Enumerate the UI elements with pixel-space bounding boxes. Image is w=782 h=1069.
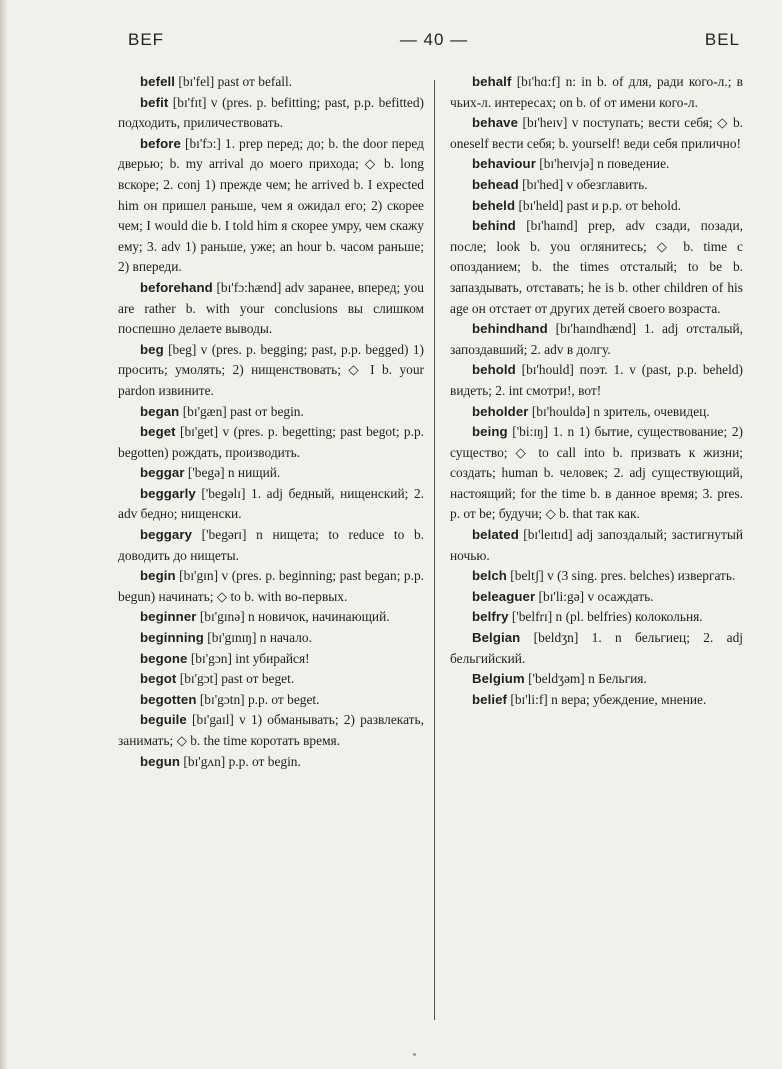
dictionary-entry <box>450 175 743 196</box>
dictionary-entry <box>118 402 424 423</box>
dictionary-entry <box>450 72 743 113</box>
right-column <box>450 72 743 710</box>
entry-definition: [bɪ'fɪt] v (pres. p. befitting; past, p.p. befitted) подходить, приличествовать. <box>118 94 424 131</box>
dictionary-entry <box>118 628 424 649</box>
entry-definition: [bɪ'held] past и p.p. от behold. <box>515 197 681 213</box>
entry-headword: beheld <box>472 197 516 213</box>
guide-word-right: BEL <box>704 30 740 49</box>
entry-definition: [bɪ'gʌn] p.p. от begin. <box>180 753 301 769</box>
entry-headword: behindhand <box>472 321 548 337</box>
entry-headword: beginner <box>140 609 197 625</box>
entry-definition: [bɪ'haɪnd] prep, adv сзади, позади, после; look b. you оглянитесь; ◇ b. time с опозданием; b. the times отсталый; to be b. запаздывать, отставать; he is b. other children of his age он отстает от других детей своего возраста. <box>450 218 743 316</box>
dictionary-entry <box>450 422 743 525</box>
entry-headword: begin <box>140 568 176 584</box>
entry-definition: [bɪ'haɪndhænd] 1. adj отсталый, запоздавший; 2. adv в долгу. <box>450 321 743 357</box>
entry-headword: belief <box>472 691 508 707</box>
entry-headword: beforehand <box>140 279 213 295</box>
dictionary-entry <box>118 72 424 93</box>
entry-definition: ['bi:ɪŋ] 1. n 1) бытие, существование; 2) существо; ◇ to call into b. призвать к жизни; создать; human b. человек; 2. adj существующий, настоящий; for the time b. в данное время; 3. pres. p. от be; будучи; ◇ b. that так как. <box>450 424 743 522</box>
entry-headword: belfry <box>472 609 509 625</box>
entry-headword: Belgian <box>472 630 521 646</box>
entry-headword: began <box>140 403 180 419</box>
dictionary-entry <box>118 607 424 628</box>
entry-definition: [bɪ'gaɪl] v 1) обманывать; 2) развлекать, занимать; ◇ b. the time коротать время. <box>118 712 424 748</box>
entry-definition: [bɪ'get] v (pres. p. begetting; past begot; p.p. begotten) рождать, производить. <box>118 424 424 460</box>
entry-definition: [bɪ'fɔ:hænd] adv заранее, вперед; you are rather b. with your conclusions вы слишком поспешно делаете выводы. <box>118 279 424 337</box>
left-column <box>118 72 424 772</box>
entry-definition: [bɪ'gæn] past от begin. <box>179 403 304 419</box>
entry-definition: ['begərɪ] n нищета; to reduce to b. доводить до нищеты. <box>118 527 424 563</box>
entry-definition: [bɪ'li:gə] v осаждать. <box>535 588 654 604</box>
dictionary-entry <box>450 607 743 628</box>
dictionary-entry <box>450 690 743 711</box>
page-number: — 40 — <box>399 30 469 49</box>
entry-headword: belch <box>472 568 507 584</box>
dictionary-entry <box>118 278 424 340</box>
entry-headword: behold <box>472 362 516 378</box>
entry-headword: befell <box>140 74 176 89</box>
dictionary-entry <box>450 196 743 217</box>
entry-headword: beggary <box>140 527 193 543</box>
column-divider <box>434 80 435 1020</box>
dictionary-entry <box>118 340 424 402</box>
entry-headword: behalf <box>472 74 512 89</box>
entry-headword: beleaguer <box>472 588 536 604</box>
dictionary-entry <box>450 216 743 319</box>
dictionary-entry <box>118 710 424 751</box>
entry-definition: [bɪ'gɔt] past от beget. <box>176 671 295 687</box>
entry-headword: beggarly <box>140 485 196 501</box>
dictionary-entry <box>450 360 743 401</box>
entry-definition: [bɪ'gɪnɪŋ] n начало. <box>203 630 312 646</box>
page-spine-shadow <box>0 0 8 1069</box>
entry-headword: beget <box>140 424 176 440</box>
dictionary-entry <box>118 463 424 484</box>
entry-definition: [bɪ'heɪvjə] n поведение. <box>535 156 670 172</box>
entry-definition: [bɪ'hould] поэт. 1. v (past, p.p. beheld) видеть; 2. int смотри!, вот! <box>450 362 743 398</box>
dictionary-entry <box>450 628 743 669</box>
dictionary-entry <box>118 484 424 525</box>
entry-definition: [bɪ'hɑ:f] n: in b. of для, ради кого-л.; в чьих-л. интересах; on b. of от имени кого-л. <box>450 74 743 110</box>
entry-definition: [beltʃ] v (3 sing. pres. belches) извергать. <box>506 568 736 584</box>
dictionary-entry <box>118 525 424 566</box>
entry-definition: [bɪ'gɔn] int убирайся! <box>187 650 310 666</box>
dictionary-entry <box>118 566 424 607</box>
entry-definition: ['belfrɪ] n (pl. belfries) колокольня. <box>508 609 703 625</box>
entry-definition: [beldʒn] 1. n бельгиец; 2. adj бельгийский. <box>450 630 743 666</box>
entry-definition: [bɪ'leɪtɪd] adj запоздалый; застигнутый ночью. <box>450 527 743 563</box>
dictionary-entry <box>118 649 424 670</box>
entry-definition: [bɪ'fel] past от befall. <box>175 74 293 89</box>
entry-headword: behind <box>472 218 516 234</box>
entry-headword: begone <box>140 650 188 666</box>
entry-definition: [bɪ'heɪv] v поступать; вести себя; ◇ b. oneself вести себя; b. yourself! веди себя прилично! <box>450 115 743 151</box>
dictionary-entry <box>118 93 424 134</box>
entry-definition: [bɪ'gɪn] v (pres. p. beginning; past began; p.p. begun) начинать; ◇ to b. with во-первых. <box>118 568 424 604</box>
entry-headword: beg <box>140 341 164 357</box>
entry-headword: begotten <box>140 691 197 707</box>
entry-definition: ['begəlɪ] 1. adj бедный, нищенский; 2. adv бедно; нищенски. <box>118 485 424 522</box>
dictionary-entry <box>450 525 743 566</box>
entry-headword: beholder <box>472 403 529 419</box>
dictionary-entry <box>118 690 424 711</box>
page-speck <box>413 1053 416 1056</box>
entry-headword: befit <box>140 94 169 110</box>
entry-headword: beginning <box>140 630 204 646</box>
entry-definition: [bɪ'fɔ:] 1. prep перед; до; b. the door перед дверью; b. my arrival до моего прихода; ◇ b. long вскоре; 2. conj 1) прежде чем; he arrived b. I expected him он пришел раньше, чем я ожидал его; 2) скорее чем; I would die b. I told him я скорее умру, чем скажу ему; 3. adv 1) раньше, уже; an hour b. часом раньше; 2) впереди. <box>118 135 424 275</box>
page-header <box>128 30 740 56</box>
entry-definition: [bɪ'li:f] n вера; убеждение, мнение. <box>507 691 707 707</box>
dictionary-entry <box>118 422 424 463</box>
entry-headword: Belgium <box>472 671 525 687</box>
entry-definition: [bɪ'houldə] n зритель, очевидец. <box>528 403 710 419</box>
dictionary-entry <box>450 154 743 175</box>
entry-definition: [bɪ'hed] v обезглавить. <box>518 176 648 192</box>
dictionary-entry <box>118 752 424 773</box>
dictionary-entry <box>450 566 743 587</box>
dictionary-entry <box>450 113 743 154</box>
entry-definition: [beg] v (pres. p. begging; past, p.p. begged) 1) просить; умолять; 2) нищенствовать; ◇ I b. your pardon извините. <box>118 341 424 398</box>
dictionary-entry <box>450 587 743 608</box>
entry-headword: begot <box>140 671 177 687</box>
entry-definition: [bɪ'gɪnə] n новичок, начинающий. <box>196 609 390 625</box>
entry-headword: beggar <box>140 465 185 481</box>
entry-headword: begun <box>140 753 181 769</box>
entry-headword: beguile <box>140 712 187 728</box>
guide-word-left: BEF <box>128 30 165 49</box>
dictionary-entry <box>450 319 743 360</box>
entry-definition: [bɪ'gɔtn] p.p. от beget. <box>196 691 320 707</box>
dictionary-entry <box>450 669 743 690</box>
dictionary-entry <box>118 669 424 690</box>
entry-headword: behaviour <box>472 156 536 172</box>
entry-definition: ['beldʒəm] n Бельгия. <box>524 671 647 687</box>
dictionary-entry <box>118 134 424 278</box>
dictionary-entry <box>450 402 743 423</box>
entry-definition: ['begə] n нищий. <box>184 465 281 481</box>
entry-headword: belated <box>472 527 519 543</box>
entry-headword: before <box>140 135 181 151</box>
entry-headword: behead <box>472 176 519 192</box>
entry-headword: being <box>472 424 508 440</box>
entry-headword: behave <box>472 115 519 131</box>
